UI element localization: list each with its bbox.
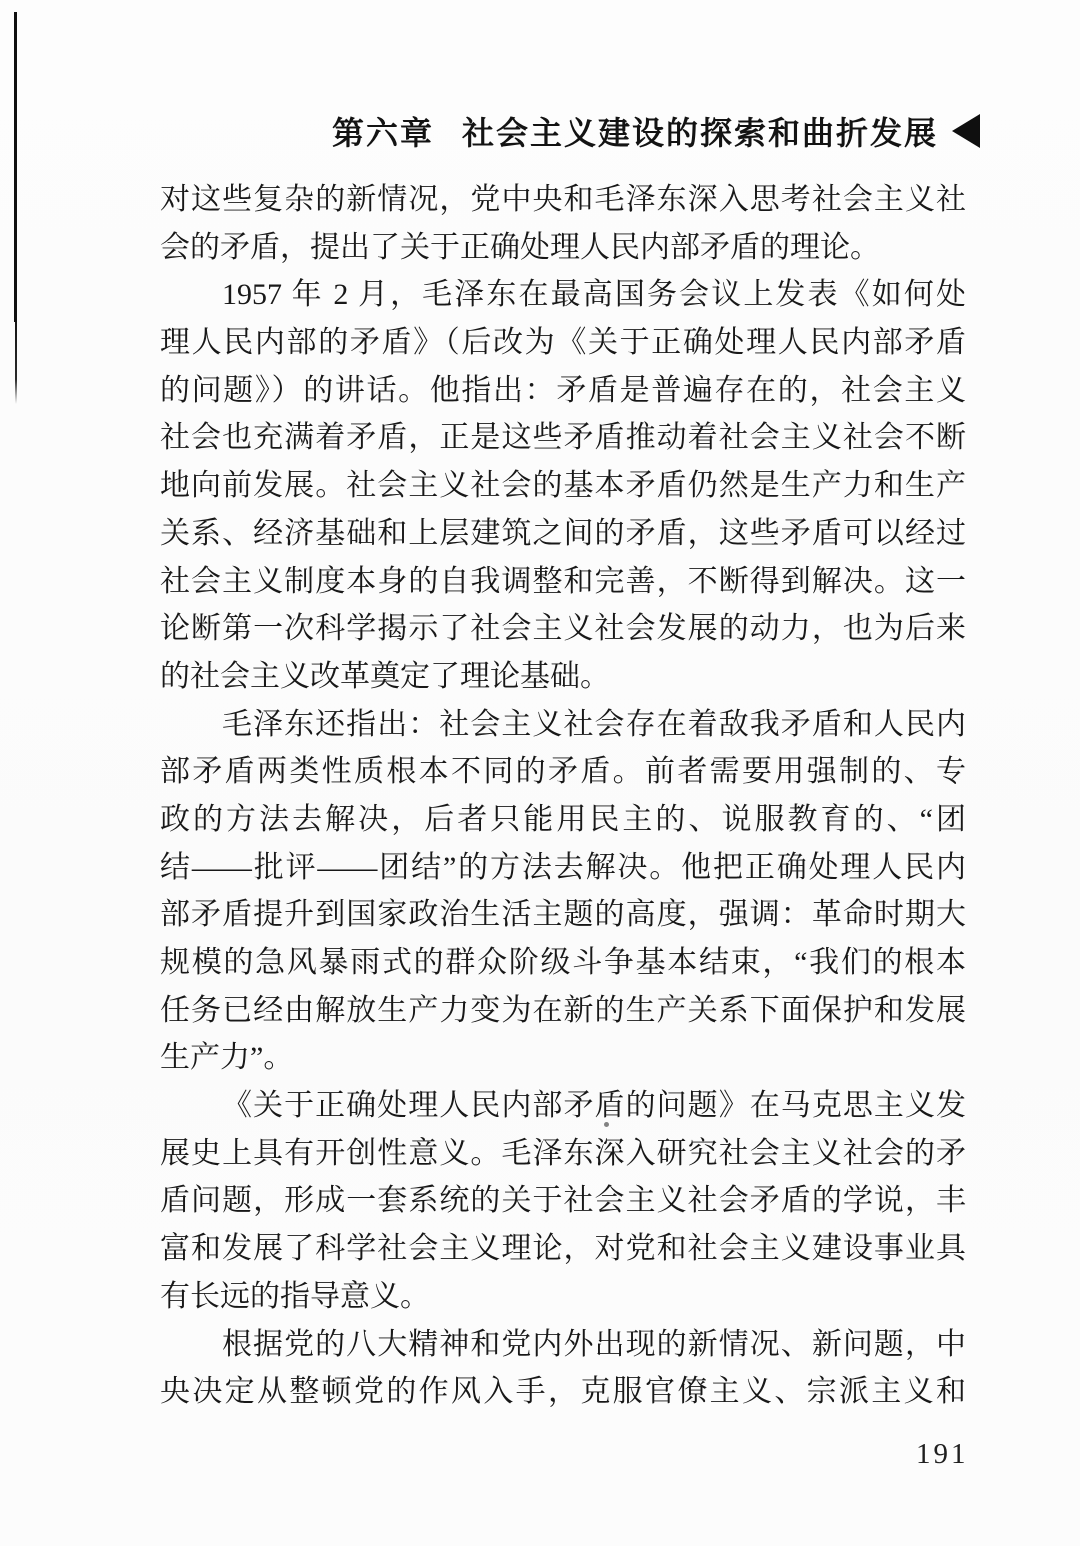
text-line: 1957 年 2 月，毛泽东在最高国务会议上发表《如何处 bbox=[222, 278, 966, 312]
text-line: 展史上具有开创性意义。毛泽东深入研究社会主义社会的矛 bbox=[160, 1136, 966, 1170]
text-line: 会的矛盾，提出了关于正确处理人民内部矛盾的理论。 bbox=[160, 230, 880, 264]
text-line: 部矛盾两类性质根本不同的矛盾。前者需要用强制的、专 bbox=[160, 755, 966, 789]
text-line: 毛泽东还指出：社会主义社会存在着敌我矛盾和人民内 bbox=[222, 707, 966, 741]
text-line: 论断第一次科学揭示了社会主义社会发展的动力，也为后来 bbox=[160, 612, 966, 646]
text-line: 政的方法去解决，后者只能用民主的、说服教育的、“团 bbox=[160, 802, 966, 836]
chapter-number: 第六章 bbox=[331, 115, 434, 151]
scan-artifact-line-taper bbox=[15, 322, 17, 404]
text-line: 盾问题，形成一套系统的关于社会主义社会矛盾的学说，丰 bbox=[160, 1184, 966, 1218]
text-line: 的问题》）的讲话。他指出：矛盾是普遍存在的，社会主义 bbox=[160, 373, 966, 407]
text-line: 社会主义制度本身的自我调整和完善，不断得到解决。这一 bbox=[160, 564, 966, 598]
text-line: 任务已经由解放生产力变为在新的生产关系下面保护和发展 bbox=[160, 993, 966, 1027]
page-number: 191 bbox=[916, 1438, 969, 1470]
running-header bbox=[332, 108, 980, 154]
text-line: 部矛盾提升到国家政治生活主题的高度，强调：革命时期大 bbox=[160, 898, 966, 932]
text-line: 结——批评——团结”的方法去解决。他把正确处理人民内 bbox=[160, 850, 966, 884]
text-line: 富和发展了科学社会主义理论，对党和社会主义建设事业具 bbox=[160, 1232, 966, 1266]
text-line: 生产力”。 bbox=[160, 1041, 294, 1075]
body-text bbox=[160, 176, 966, 1416]
text-line: 根据党的八大精神和党内外出现的新情况、新问题，中 bbox=[222, 1327, 966, 1361]
chapter-title: 社会主义建设的探索和曲折发展 bbox=[461, 115, 938, 151]
text-line: 《关于正确处理人民内部矛盾的问题》在马克思主义发 bbox=[222, 1089, 966, 1123]
text-line: 规模的急风暴雨式的群众阶级斗争基本结束，“我们的根本 bbox=[160, 946, 966, 979]
text-line: 社会也充满着矛盾，正是这些矛盾推动着社会主义社会不断 bbox=[160, 421, 966, 455]
text-line: 的社会主义改革奠定了理论基础。 bbox=[160, 659, 610, 693]
text-line: 央决定从整顿党的作风入手，克服官僚主义、宗派主义和 bbox=[160, 1375, 966, 1409]
text-line: 地向前发展。社会主义社会的基本矛盾仍然是生产力和生产 bbox=[160, 469, 966, 503]
scan-artifact-line bbox=[14, 12, 17, 322]
chapter-marker-triangle-icon bbox=[950, 113, 980, 149]
text-line: 对这些复杂的新情况，党中央和毛泽东深入思考社会主义社 bbox=[160, 183, 966, 216]
text-line: 关系、经济基础和上层建筑之间的矛盾，这些矛盾可以经过 bbox=[160, 516, 966, 550]
text-line: 理人民内部的矛盾》（后改为《关于正确处理人民内部矛盾 bbox=[160, 326, 966, 360]
text-line: 有长远的指导意义。 bbox=[160, 1279, 430, 1313]
